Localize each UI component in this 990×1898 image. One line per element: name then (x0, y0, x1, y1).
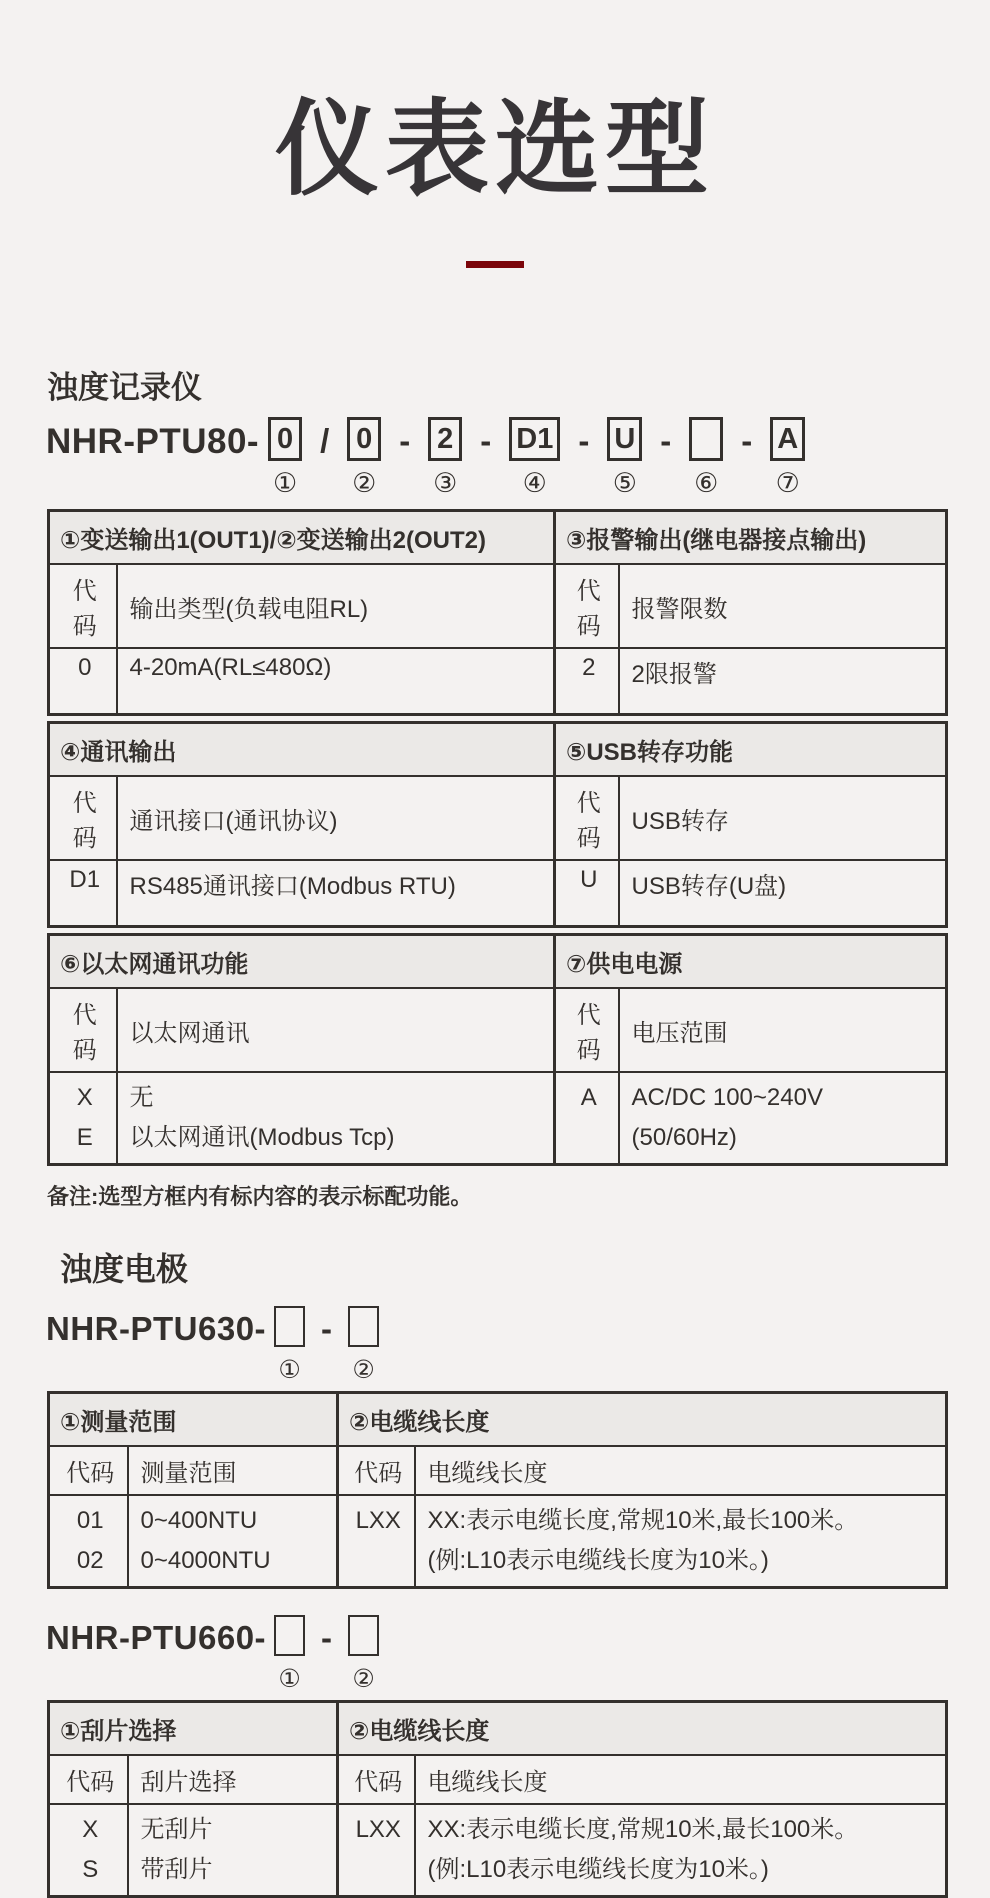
desc-label: 电缆线长度 (415, 1755, 947, 1804)
desc-value: 带刮片 (140, 1856, 213, 1884)
desc-cell (415, 1804, 947, 1897)
code-value: 01 (76, 1507, 104, 1535)
position-marker-1: ① (278, 1665, 301, 1694)
band2-left-header: ④通讯输出 (49, 723, 555, 777)
recorder-table-band-2 (47, 721, 948, 928)
separator-dash: - (480, 422, 492, 460)
code-cell (338, 1804, 415, 1897)
desc-value: AC/DC 100~240V (631, 1084, 823, 1112)
code-segment-6 (689, 417, 723, 497)
code-box-6-empty (689, 417, 723, 461)
ptu630-model-prefix: NHR-PTU630- (46, 1310, 267, 1348)
recorder-section (0, 370, 990, 1212)
separator-dash: - (660, 422, 672, 460)
code-box-1: 0 (268, 417, 302, 461)
code-segment-4 (509, 417, 560, 497)
ptu630-table (47, 1391, 948, 1589)
code-cell: 2 (555, 648, 619, 715)
code-segment-2 (348, 1615, 379, 1692)
desc-cell: 2限报警 (619, 648, 947, 715)
ptu660-model-prefix: NHR-PTU660- (46, 1619, 267, 1657)
desc-cell (128, 1495, 338, 1588)
code-label: 代码 (338, 1446, 415, 1495)
code-box-2-empty (348, 1306, 379, 1347)
code-box-2: 0 (347, 417, 381, 461)
desc-cell (619, 1072, 947, 1165)
position-marker-4: ④ (522, 468, 547, 499)
band1-left-header: ①变送输出1(OUT1)/②变送输出2(OUT2) (49, 511, 555, 565)
code-label: 代码 (555, 776, 619, 860)
code-cell: D1 (49, 860, 117, 927)
recorder-heading: 浊度记录仪 (47, 369, 202, 405)
code-value: S (82, 1856, 99, 1884)
code-label: 代码 (49, 1446, 128, 1495)
desc-label: 输出类型(负载电阻RL) (117, 564, 555, 648)
code-box-1-empty (274, 1306, 305, 1347)
code-value: LXX (355, 1507, 401, 1535)
desc-value: XX:表示电缆长度,常规10米,最长100米。 (427, 1507, 859, 1535)
desc-label: 刮片选择 (128, 1755, 338, 1804)
desc-value: 无 (129, 1084, 154, 1112)
separator-dash: - (399, 422, 411, 460)
ptu630-left-header: ①测量范围 (49, 1393, 338, 1447)
desc-value: 以太网通讯(Modbus Tcp) (129, 1124, 395, 1152)
code-segment-1 (274, 1615, 305, 1692)
code-value: A (580, 1084, 597, 1112)
code-box-3: 2 (428, 417, 462, 461)
position-marker-2: ② (352, 468, 377, 499)
recorder-model-code-line (46, 417, 990, 497)
desc-label: 电缆线长度 (415, 1446, 947, 1495)
code-segment-2 (348, 1306, 379, 1383)
code-label: 代码 (555, 988, 619, 1072)
code-cell (338, 1495, 415, 1588)
position-marker-1: ① (278, 1356, 301, 1385)
band2-right-header: ⑤USB转存功能 (555, 723, 947, 777)
desc-label: 以太网通讯 (117, 988, 555, 1072)
desc-cell: 4-20mA(RL≤480Ω) (117, 648, 555, 715)
band3-right-header: ⑦供电电源 (555, 935, 947, 989)
desc-value: 0~4000NTU (140, 1547, 271, 1575)
band3-left-header: ⑥以太网通讯功能 (49, 935, 555, 989)
desc-value: 0~400NTU (140, 1507, 258, 1535)
desc-value: XX:表示电缆长度,常规10米,最长100米。 (427, 1816, 859, 1844)
desc-label: 电压范围 (619, 988, 947, 1072)
code-label: 代码 (49, 1755, 128, 1804)
band1-right-header: ③报警输出(继电器接点输出) (555, 511, 947, 565)
title-divider (466, 261, 524, 268)
code-value: 02 (76, 1547, 104, 1575)
desc-label: 测量范围 (128, 1446, 338, 1495)
position-marker-3: ③ (433, 468, 458, 499)
ptu660-model-code-line (46, 1615, 990, 1692)
code-segment-1 (268, 417, 302, 497)
position-marker-2: ② (352, 1665, 375, 1694)
page-title: 仪表选型 (274, 92, 715, 208)
position-marker-1: ① (272, 468, 298, 499)
position-marker-6: ⑥ (694, 468, 719, 499)
electrode-section (0, 1251, 990, 1898)
code-segment-1 (274, 1306, 305, 1383)
code-cell (49, 1072, 117, 1165)
separator-dash: - (578, 422, 590, 460)
ptu660-table (47, 1700, 948, 1898)
code-segment-7 (770, 417, 805, 497)
desc-cell (415, 1495, 947, 1588)
desc-value: (50/60Hz) (631, 1124, 737, 1152)
separator-slash: / (320, 422, 330, 460)
code-label: 代码 (555, 564, 619, 648)
code-label: 代码 (49, 776, 117, 860)
code-box-5: U (607, 417, 642, 461)
ptu660-right-header: ②电缆线长度 (338, 1702, 947, 1756)
code-box-7: A (770, 417, 805, 461)
desc-label: 报警限数 (619, 564, 947, 648)
position-marker-2: ② (352, 1356, 375, 1385)
separator-dash: - (321, 1619, 333, 1657)
recorder-model-prefix: NHR-PTU80- (46, 422, 260, 462)
electrode-heading: 浊度电极 (60, 1251, 189, 1288)
desc-cell: RS485通讯接口(Modbus RTU) (117, 860, 555, 927)
code-segment-3 (428, 417, 462, 497)
recorder-table-band-3 (47, 933, 948, 1166)
code-segment-5 (607, 417, 642, 497)
code-box-2-empty (348, 1615, 379, 1656)
desc-value: 无刮片 (140, 1816, 213, 1844)
desc-cell (117, 1072, 555, 1165)
ptu630-model-code-line (46, 1306, 990, 1383)
desc-cell: USB转存(U盘) (619, 860, 947, 927)
position-marker-5: ⑤ (612, 468, 637, 499)
desc-value: (例:L10表示电缆线长度为10米。) (427, 1547, 769, 1575)
position-marker-7: ⑦ (775, 468, 800, 499)
code-segment-2 (347, 417, 381, 497)
ptu660-left-header: ①刮片选择 (49, 1702, 338, 1756)
desc-label: 通讯接口(通讯协议) (117, 776, 555, 860)
code-cell (555, 1072, 619, 1165)
code-cell: U (555, 860, 619, 927)
standard-config-note: 备注:选型方框内有标内容的表示标配功能。 (47, 1184, 473, 1210)
recorder-table-band-1 (47, 509, 948, 716)
separator-dash: - (741, 422, 753, 460)
code-value: LXX (355, 1816, 401, 1844)
ptu630-right-header: ②电缆线长度 (338, 1393, 947, 1447)
code-label: 代码 (49, 988, 117, 1072)
desc-cell (128, 1804, 338, 1897)
code-value: X (76, 1084, 93, 1112)
code-cell (49, 1495, 128, 1588)
code-box-1-empty (274, 1615, 305, 1656)
code-label: 代码 (49, 564, 117, 648)
code-label: 代码 (338, 1755, 415, 1804)
code-cell: 0 (49, 648, 117, 715)
code-box-4: D1 (509, 417, 560, 461)
separator-dash: - (321, 1310, 333, 1348)
desc-label: USB转存 (619, 776, 947, 860)
code-value: X (82, 1816, 99, 1844)
code-cell (49, 1804, 128, 1897)
desc-value: (例:L10表示电缆线长度为10米。) (427, 1856, 769, 1884)
code-value: E (76, 1124, 93, 1152)
